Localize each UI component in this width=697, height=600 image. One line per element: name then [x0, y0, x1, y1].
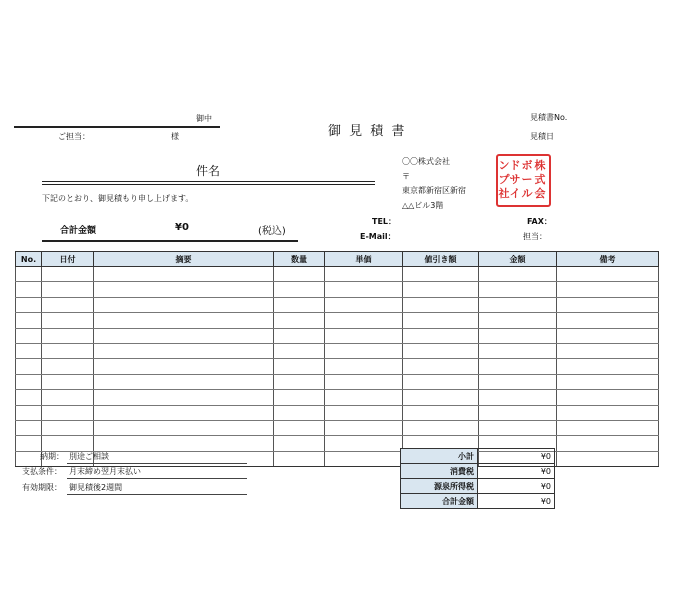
- table-cell[interactable]: [94, 390, 274, 405]
- table-cell[interactable]: [42, 328, 94, 343]
- sama-label: 様: [171, 132, 179, 141]
- term-value-delivery: 別途ご相談: [69, 452, 109, 461]
- table-cell[interactable]: [557, 282, 659, 297]
- col-date: 日付: [42, 252, 94, 267]
- table-cell[interactable]: [403, 390, 479, 405]
- table-row: [16, 282, 659, 297]
- table-cell[interactable]: [274, 374, 325, 389]
- table-cell[interactable]: [557, 267, 659, 282]
- company-seal-stamp: [496, 154, 551, 207]
- grand-total-value: ¥0: [478, 494, 555, 509]
- table-cell[interactable]: [479, 390, 557, 405]
- summary-row-withholding: [401, 479, 555, 494]
- table-cell[interactable]: [557, 313, 659, 328]
- table-cell[interactable]: [42, 282, 94, 297]
- table-cell[interactable]: [16, 328, 42, 343]
- withholding-value: ¥0: [478, 479, 555, 494]
- table-cell[interactable]: [16, 267, 42, 282]
- svg-text:プ: プ: [498, 173, 510, 186]
- table-cell[interactable]: [325, 297, 403, 312]
- table-cell[interactable]: [16, 405, 42, 420]
- term-value-payment: 月末締め翌月末払い: [69, 467, 141, 476]
- table-cell[interactable]: [16, 436, 42, 451]
- table-cell[interactable]: [325, 267, 403, 282]
- table-cell[interactable]: [94, 420, 274, 435]
- table-cell[interactable]: [42, 420, 94, 435]
- table-cell[interactable]: [274, 313, 325, 328]
- table-cell[interactable]: [403, 328, 479, 343]
- table-cell[interactable]: [42, 436, 94, 451]
- table-cell[interactable]: [479, 405, 557, 420]
- svg-text:ン: ン: [498, 159, 510, 172]
- summary-row-tax: [401, 464, 555, 479]
- svg-text:ド: ド: [509, 159, 521, 172]
- table-row: [16, 313, 659, 328]
- table-row: [16, 436, 659, 451]
- table-cell[interactable]: [274, 359, 325, 374]
- col-no: No.: [16, 252, 42, 267]
- table-cell[interactable]: [94, 343, 274, 358]
- svg-text:ボ: ボ: [521, 159, 533, 172]
- table-cell[interactable]: [94, 436, 274, 451]
- table-cell[interactable]: [94, 359, 274, 374]
- term-line-payment: [67, 478, 247, 479]
- subject-line-1: [42, 181, 375, 182]
- table-cell[interactable]: [479, 420, 557, 435]
- items-table: [15, 251, 659, 467]
- table-cell[interactable]: [557, 436, 659, 451]
- table-cell[interactable]: [403, 267, 479, 282]
- onchu-label: 御中: [196, 114, 212, 123]
- table-cell[interactable]: [325, 282, 403, 297]
- col-unit-price: 単価: [325, 252, 403, 267]
- table-row: [16, 420, 659, 435]
- table-cell[interactable]: [274, 328, 325, 343]
- recipient-line: [14, 126, 220, 128]
- table-cell[interactable]: [403, 313, 479, 328]
- table-cell[interactable]: [479, 313, 557, 328]
- company-address-2: △△ビル3階: [402, 201, 444, 210]
- summary-table: [400, 448, 555, 509]
- subject-label: 件名: [196, 164, 221, 178]
- table-cell[interactable]: [94, 313, 274, 328]
- term-label-validity: 有効期限：: [22, 483, 62, 492]
- summary-row-total: [401, 494, 555, 509]
- total-value: ¥0: [175, 222, 189, 233]
- table-row: [16, 328, 659, 343]
- table-cell[interactable]: [16, 451, 42, 466]
- estimate-date-label: 見積日: [530, 132, 554, 141]
- table-cell[interactable]: [94, 451, 274, 466]
- table-cell[interactable]: [94, 282, 274, 297]
- table-cell[interactable]: [325, 313, 403, 328]
- col-discount: 値引き額: [403, 252, 479, 267]
- table-cell[interactable]: [42, 374, 94, 389]
- table-cell[interactable]: [479, 328, 557, 343]
- table-cell[interactable]: [274, 282, 325, 297]
- document-title: 御 見 積 書: [328, 124, 407, 139]
- term-value-validity: 御見積後2週間: [69, 483, 123, 492]
- svg-text:社: 社: [498, 187, 510, 200]
- company-address-1: 東京都新宿区新宿: [402, 186, 466, 195]
- table-cell[interactable]: [557, 297, 659, 312]
- table-cell[interactable]: [325, 359, 403, 374]
- table-row: [16, 390, 659, 405]
- table-cell[interactable]: [557, 343, 659, 358]
- table-cell[interactable]: [16, 282, 42, 297]
- table-cell[interactable]: [274, 297, 325, 312]
- total-label: 合計金額: [60, 226, 97, 236]
- term-line-delivery: [67, 463, 247, 464]
- table-row: [16, 405, 659, 420]
- fax-label: FAX：: [527, 217, 552, 226]
- table-cell[interactable]: [274, 436, 325, 451]
- table-cell[interactable]: [94, 267, 274, 282]
- table-cell[interactable]: [403, 343, 479, 358]
- table-cell[interactable]: [42, 343, 94, 358]
- table-cell[interactable]: [16, 297, 42, 312]
- table-cell[interactable]: [557, 420, 659, 435]
- table-cell[interactable]: [403, 297, 479, 312]
- table-cell[interactable]: [403, 359, 479, 374]
- estimate-no-label: 見積書No.: [530, 113, 568, 122]
- svg-text:イ: イ: [509, 187, 521, 200]
- table-row: [16, 451, 659, 466]
- term-line-validity: [67, 494, 247, 495]
- table-row: [16, 359, 659, 374]
- grand-total-label: 合計金額: [401, 494, 478, 509]
- table-cell[interactable]: [403, 420, 479, 435]
- email-label: E-Mail：: [360, 232, 396, 241]
- subject-line-2: [42, 184, 375, 185]
- table-cell[interactable]: [94, 405, 274, 420]
- table-cell[interactable]: [16, 420, 42, 435]
- table-cell[interactable]: [479, 343, 557, 358]
- tax-value: ¥0: [478, 464, 555, 479]
- withholding-label: 源泉所得税: [401, 479, 478, 494]
- table-cell[interactable]: [16, 390, 42, 405]
- table-cell[interactable]: [274, 420, 325, 435]
- table-cell[interactable]: [557, 451, 659, 466]
- table-cell[interactable]: [16, 343, 42, 358]
- table-cell[interactable]: [42, 390, 94, 405]
- company-postal: 〒: [402, 172, 410, 181]
- svg-text:会: 会: [534, 187, 546, 200]
- table-cell[interactable]: [94, 328, 274, 343]
- svg-text:株: 株: [534, 159, 546, 172]
- table-cell[interactable]: [557, 328, 659, 343]
- table-cell[interactable]: [42, 359, 94, 374]
- table-cell[interactable]: [274, 343, 325, 358]
- table-row: [16, 267, 659, 282]
- table-cell[interactable]: [479, 374, 557, 389]
- term-label-payment: 支払条件：: [22, 467, 62, 476]
- table-cell[interactable]: [16, 374, 42, 389]
- table-cell[interactable]: [42, 267, 94, 282]
- table-cell[interactable]: [403, 374, 479, 389]
- intro-note: 下記のとおり、御見積もり申し上げます。: [42, 194, 194, 203]
- svg-text:ー: ー: [521, 173, 533, 186]
- table-cell[interactable]: [479, 267, 557, 282]
- table-cell[interactable]: [479, 282, 557, 297]
- table-cell[interactable]: [42, 405, 94, 420]
- table-cell[interactable]: [403, 405, 479, 420]
- svg-text:サ: サ: [509, 173, 521, 186]
- table-cell[interactable]: [479, 359, 557, 374]
- table-cell[interactable]: [94, 297, 274, 312]
- table-cell[interactable]: [479, 297, 557, 312]
- table-cell[interactable]: [325, 343, 403, 358]
- table-cell[interactable]: [557, 405, 659, 420]
- table-cell[interactable]: [557, 390, 659, 405]
- table-cell[interactable]: [325, 390, 403, 405]
- company-name: 〇〇株式会社: [402, 157, 450, 166]
- staff-label: 担当：: [523, 232, 547, 241]
- table-cell[interactable]: [325, 451, 403, 466]
- table-cell[interactable]: [557, 374, 659, 389]
- total-underline: [42, 240, 298, 242]
- table-cell[interactable]: [42, 313, 94, 328]
- table-cell[interactable]: [274, 451, 325, 466]
- table-cell[interactable]: [16, 359, 42, 374]
- col-remarks: 備考: [557, 252, 659, 267]
- table-cell[interactable]: [42, 297, 94, 312]
- col-quantity: 数量: [274, 252, 325, 267]
- tel-label: TEL：: [372, 217, 397, 226]
- table-row: [16, 343, 659, 358]
- subtotal-value: ¥0: [478, 449, 555, 464]
- table-cell[interactable]: [325, 420, 403, 435]
- subtotal-label: 小計: [401, 449, 478, 464]
- summary-row-subtotal: [401, 449, 555, 464]
- table-cell[interactable]: [325, 436, 403, 451]
- table-row: [16, 374, 659, 389]
- svg-text:ル: ル: [521, 187, 533, 200]
- tax-note: (税込): [258, 226, 286, 237]
- table-cell[interactable]: [325, 405, 403, 420]
- table-cell[interactable]: [325, 374, 403, 389]
- table-header-row: [16, 252, 659, 267]
- tantou-label: ご担当：: [58, 132, 90, 141]
- table-cell[interactable]: [325, 328, 403, 343]
- col-amount: 金額: [479, 252, 557, 267]
- table-row: [16, 297, 659, 312]
- tax-label: 消費税: [401, 464, 478, 479]
- table-cell[interactable]: [557, 359, 659, 374]
- table-cell[interactable]: [274, 405, 325, 420]
- svg-text:式: 式: [534, 173, 546, 186]
- table-cell[interactable]: [274, 267, 325, 282]
- term-label-delivery: 納期：: [40, 452, 64, 461]
- table-cell[interactable]: [403, 282, 479, 297]
- table-cell[interactable]: [274, 390, 325, 405]
- table-cell[interactable]: [94, 374, 274, 389]
- col-description: 摘要: [94, 252, 274, 267]
- table-cell[interactable]: [16, 313, 42, 328]
